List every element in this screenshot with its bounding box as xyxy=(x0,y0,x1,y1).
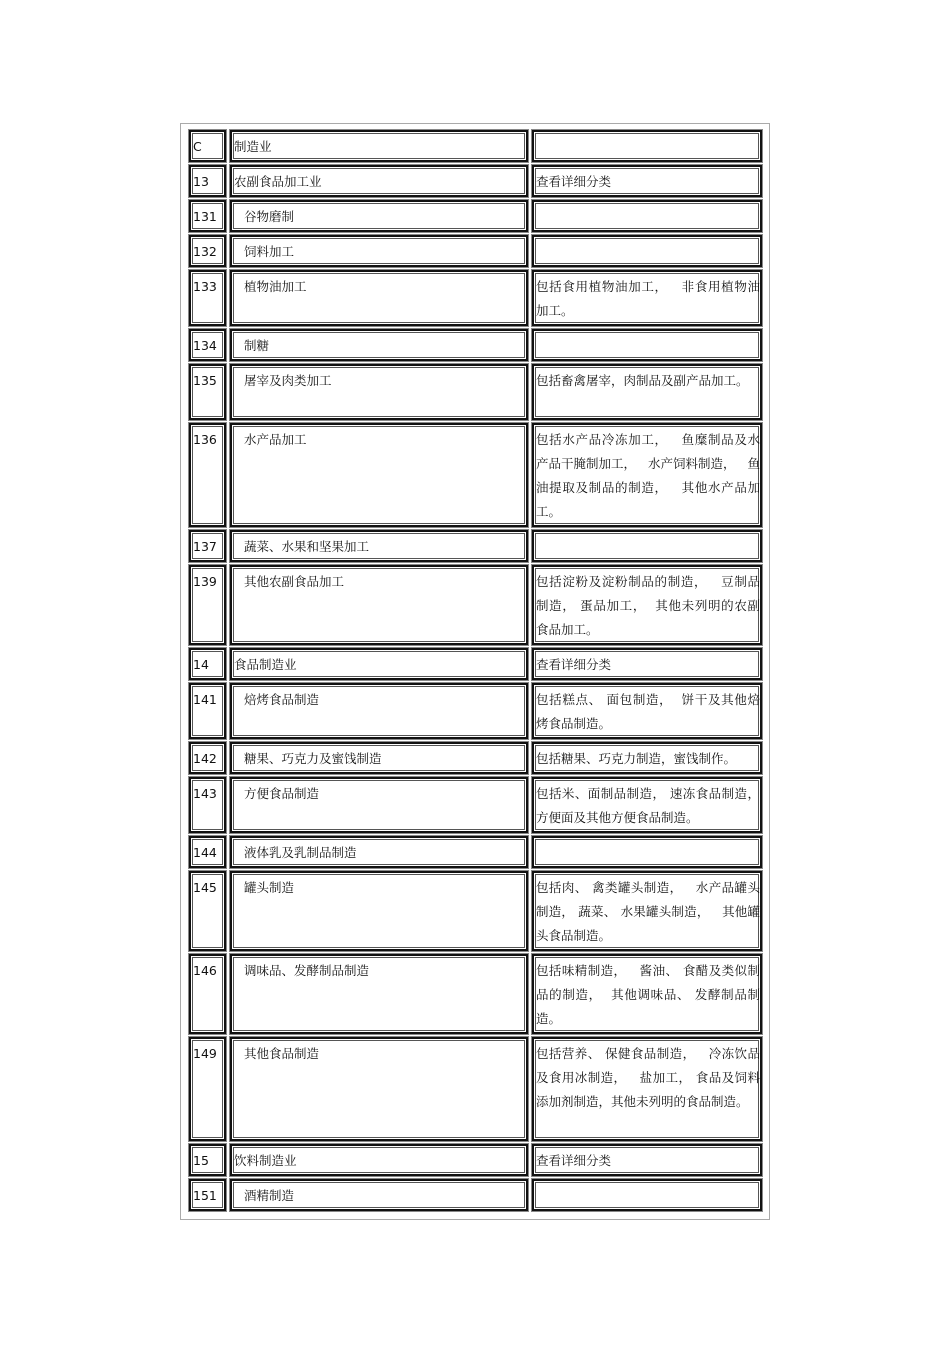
code-cell-text: 135 xyxy=(193,373,217,388)
code-cell-text: 132 xyxy=(193,244,217,259)
table-row xyxy=(181,683,769,739)
description-cell-text: 查看详细分类 xyxy=(536,657,612,672)
table-row xyxy=(181,329,769,361)
code-cell xyxy=(189,742,226,774)
description-cell xyxy=(532,565,762,645)
code-cell-text: 133 xyxy=(193,279,217,294)
description-cell-text xyxy=(536,838,760,841)
category-name-cell xyxy=(230,954,528,1034)
description-cell xyxy=(532,1037,762,1141)
category-name-cell xyxy=(230,565,528,645)
table-row xyxy=(181,364,769,420)
description-cell-text xyxy=(536,1181,760,1184)
description-cell xyxy=(532,200,762,232)
code-cell xyxy=(189,1179,226,1211)
code-cell xyxy=(189,329,226,361)
code-cell-text: 136 xyxy=(193,432,217,447)
code-cell-text: 146 xyxy=(193,963,217,978)
category-name-cell-text: 饮料制造业 xyxy=(234,1153,297,1168)
code-cell-text: 142 xyxy=(193,751,217,766)
description-cell xyxy=(532,742,762,774)
table-row xyxy=(181,200,769,232)
description-cell-text xyxy=(536,202,760,205)
code-cell xyxy=(189,423,226,527)
description-cell-text xyxy=(536,132,760,135)
table-row xyxy=(181,1179,769,1211)
industry-classification-table xyxy=(180,123,770,1220)
description-cell-text: 包括糖果、巧克力制造，蜜饯制作。 xyxy=(536,751,737,766)
category-name-cell-text: 谷物磨制 xyxy=(244,209,295,224)
code-cell-text: 13 xyxy=(193,174,209,189)
table-row xyxy=(181,530,769,562)
category-name-cell xyxy=(230,777,528,833)
category-name-cell xyxy=(230,1144,528,1176)
code-cell-text: 134 xyxy=(193,338,217,353)
description-cell xyxy=(532,777,762,833)
code-cell xyxy=(189,270,226,326)
category-name-cell-text: 其他食品制造 xyxy=(244,1046,320,1061)
code-cell xyxy=(189,1144,226,1176)
code-cell-text: 141 xyxy=(193,692,217,707)
description-cell-text: 查看详细分类 xyxy=(536,1153,612,1168)
table-row xyxy=(181,836,769,868)
description-cell xyxy=(532,836,762,868)
description-cell xyxy=(532,235,762,267)
description-cell-text xyxy=(536,331,760,334)
category-name-cell-text: 其他农副食品加工 xyxy=(244,574,345,589)
description-cell xyxy=(532,1179,762,1211)
description-cell-text: 包括味精制造， 酱油、 食醋及类似制品的制造， 其他调味品、 发酵制品制造。 xyxy=(536,963,760,1026)
table-row xyxy=(181,165,769,197)
description-cell xyxy=(532,871,762,951)
table-row xyxy=(181,648,769,680)
code-cell-text: 144 xyxy=(193,845,217,860)
description-cell xyxy=(532,530,762,562)
category-name-cell-text: 调味品、发酵制品制造 xyxy=(244,963,370,978)
code-cell-text: 143 xyxy=(193,786,217,801)
code-cell xyxy=(189,200,226,232)
description-cell-text: 包括淀粉及淀粉制品的制造， 豆制品制造， 蛋品加工， 其他未列明的农副食品加工。 xyxy=(536,574,760,637)
code-cell-text: 139 xyxy=(193,574,217,589)
category-name-cell-text: 制造业 xyxy=(234,139,272,154)
table-row xyxy=(181,270,769,326)
code-cell xyxy=(189,648,226,680)
category-name-cell-text: 屠宰及肉类加工 xyxy=(244,373,332,388)
category-name-cell-text: 食品制造业 xyxy=(234,657,297,672)
description-cell-text: 包括水产品冷冻加工， 鱼糜制品及水产品干腌制加工， 水产饲料制造， 鱼油提取及制品的制造， 其他水产品加工。 xyxy=(536,432,760,519)
category-name-cell-text: 农副食品加工业 xyxy=(234,174,322,189)
code-cell-text: 137 xyxy=(193,539,217,554)
code-cell xyxy=(189,130,226,162)
category-name-cell-text: 糖果、巧克力及蜜饯制造 xyxy=(244,751,382,766)
category-name-cell-text: 植物油加工 xyxy=(244,279,307,294)
table-row xyxy=(181,565,769,645)
code-cell-text: C xyxy=(193,139,202,154)
table-row xyxy=(181,1144,769,1176)
code-cell xyxy=(189,954,226,1034)
category-name-cell xyxy=(230,530,528,562)
description-cell xyxy=(532,423,762,527)
table-row xyxy=(181,423,769,527)
description-cell xyxy=(532,130,762,162)
code-cell xyxy=(189,165,226,197)
code-cell-text: 15 xyxy=(193,1153,209,1168)
description-cell-text: 包括食用植物油加工， 非食用植物油加工。 xyxy=(536,279,760,318)
category-name-cell xyxy=(230,130,528,162)
description-cell-text: 查看详细分类 xyxy=(536,174,612,189)
category-name-cell-text: 酒精制造 xyxy=(244,1188,295,1203)
description-cell-text xyxy=(536,237,760,240)
category-name-cell xyxy=(230,1037,528,1141)
category-name-cell xyxy=(230,364,528,420)
description-cell-text xyxy=(536,532,760,535)
code-cell-text: 145 xyxy=(193,880,217,895)
category-name-cell xyxy=(230,423,528,527)
code-cell xyxy=(189,235,226,267)
code-cell xyxy=(189,530,226,562)
description-cell xyxy=(532,648,762,680)
table-row xyxy=(181,235,769,267)
category-name-cell xyxy=(230,836,528,868)
table-row xyxy=(181,130,769,162)
category-name-cell xyxy=(230,648,528,680)
category-name-cell xyxy=(230,329,528,361)
description-cell xyxy=(532,683,762,739)
description-cell-text: 包括米、面制品制造， 速冻食品制造，方便面及其他方便食品制造。 xyxy=(536,786,760,825)
code-cell xyxy=(189,1037,226,1141)
category-name-cell-text: 制糖 xyxy=(244,338,270,353)
code-cell xyxy=(189,871,226,951)
code-cell xyxy=(189,565,226,645)
code-cell-text: 149 xyxy=(193,1046,217,1061)
description-cell xyxy=(532,1144,762,1176)
category-name-cell xyxy=(230,742,528,774)
category-name-cell-text: 饲料加工 xyxy=(244,244,295,259)
category-name-cell xyxy=(230,270,528,326)
description-cell xyxy=(532,165,762,197)
category-name-cell xyxy=(230,200,528,232)
description-cell xyxy=(532,364,762,420)
category-name-cell-text: 焙烤食品制造 xyxy=(244,692,320,707)
category-name-cell xyxy=(230,871,528,951)
code-cell-text: 151 xyxy=(193,1188,217,1203)
table-row xyxy=(181,777,769,833)
code-cell-text: 14 xyxy=(193,657,209,672)
category-name-cell xyxy=(230,683,528,739)
category-name-cell-text: 罐头制造 xyxy=(244,880,295,895)
code-cell xyxy=(189,683,226,739)
category-name-cell-text: 方便食品制造 xyxy=(244,786,320,801)
description-cell xyxy=(532,329,762,361)
description-cell-text: 包括营养、 保健食品制造， 冷冻饮品及食用冰制造， 盐加工， 食品及饲料添加剂制造，其他未列明的食品制造。 xyxy=(536,1046,760,1109)
category-name-cell-text: 水产品加工 xyxy=(244,432,307,447)
description-cell-text: 包括肉、 禽类罐头制造， 水产品罐头制造， 蔬菜、 水果罐头制造， 其他罐头食品制造。 xyxy=(536,880,760,943)
code-cell xyxy=(189,364,226,420)
description-cell xyxy=(532,954,762,1034)
code-cell xyxy=(189,777,226,833)
table-row xyxy=(181,871,769,951)
table-row xyxy=(181,1037,769,1141)
category-name-cell-text: 液体乳及乳制品制造 xyxy=(244,845,357,860)
category-name-cell xyxy=(230,1179,528,1211)
category-name-cell-text: 蔬菜、水果和坚果加工 xyxy=(244,539,370,554)
category-name-cell xyxy=(230,165,528,197)
description-cell xyxy=(532,270,762,326)
category-name-cell xyxy=(230,235,528,267)
description-cell-text: 包括畜禽屠宰，肉制品及副产品加工。 xyxy=(536,373,749,388)
code-cell-text: 131 xyxy=(193,209,217,224)
description-cell-text: 包括糕点、 面包制造， 饼干及其他焙烤食品制造。 xyxy=(536,692,760,731)
table-row xyxy=(181,954,769,1034)
table-row xyxy=(181,742,769,774)
code-cell xyxy=(189,836,226,868)
